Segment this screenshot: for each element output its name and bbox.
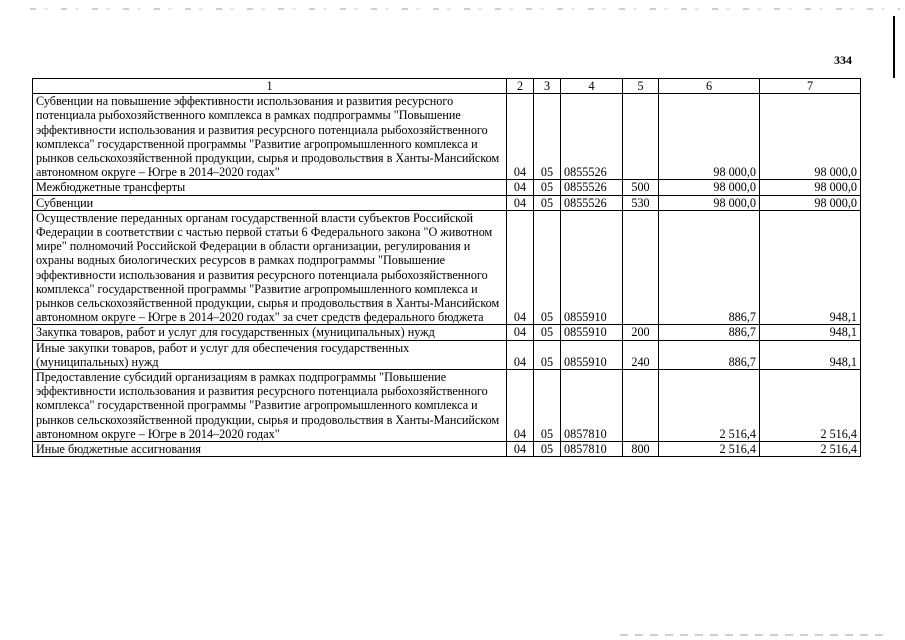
column-header: 6 xyxy=(659,79,760,94)
row-description: Субвенции xyxy=(33,195,507,210)
table-row xyxy=(33,195,861,210)
target-article-code: 0855526 xyxy=(561,180,623,195)
expense-type-code: 530 xyxy=(623,195,659,210)
table-row xyxy=(33,94,861,180)
column-header: 7 xyxy=(760,79,861,94)
amount-col7: 2 516,4 xyxy=(760,370,861,442)
amount-col6: 98 000,0 xyxy=(659,195,760,210)
row-description: Иные бюджетные ассигнования xyxy=(33,442,507,457)
table-row xyxy=(33,325,861,340)
table-row xyxy=(33,210,861,325)
section-code: 04 xyxy=(507,180,534,195)
target-article-code: 0855910 xyxy=(561,210,623,325)
amount-col6: 2 516,4 xyxy=(659,442,760,457)
subsection-code: 05 xyxy=(534,180,561,195)
amount-col6: 886,7 xyxy=(659,210,760,325)
table-row xyxy=(33,370,861,442)
expense-type-code: 200 xyxy=(623,325,659,340)
section-code: 04 xyxy=(507,94,534,180)
table-header-row xyxy=(33,79,861,94)
section-code: 04 xyxy=(507,370,534,442)
subsection-code: 05 xyxy=(534,210,561,325)
row-description: Предоставление субсидий организациям в рамках подпрограммы "Повышение эффективности использования и развития ресурсного потенциала рыбохозяйственного комплекса" государственной программы "Развитие агропромышленного комплекса и рынков сельскохозяйственной продукции, сырья и продовольствия в Ханты-Мансийском автономном округе – Югре в 2014–2020 годах" xyxy=(33,370,507,442)
amount-col7: 2 516,4 xyxy=(760,442,861,457)
table-row xyxy=(33,340,861,369)
subsection-code: 05 xyxy=(534,442,561,457)
subsection-code: 05 xyxy=(534,195,561,210)
row-description: Межбюджетные трансферты xyxy=(33,180,507,195)
subsection-code: 05 xyxy=(534,325,561,340)
amount-col6: 98 000,0 xyxy=(659,94,760,180)
amount-col7: 98 000,0 xyxy=(760,94,861,180)
amount-col7: 98 000,0 xyxy=(760,195,861,210)
amount-col7: 948,1 xyxy=(760,210,861,325)
amount-col6: 886,7 xyxy=(659,325,760,340)
column-header: 2 xyxy=(507,79,534,94)
amount-col6: 2 516,4 xyxy=(659,370,760,442)
amount-col6: 98 000,0 xyxy=(659,180,760,195)
column-header: 3 xyxy=(534,79,561,94)
section-code: 04 xyxy=(507,195,534,210)
target-article-code: 0855910 xyxy=(561,340,623,369)
row-description: Закупка товаров, работ и услуг для государственных (муниципальных) нужд xyxy=(33,325,507,340)
row-description: Осуществление переданных органам государственной власти субъектов Российской Федерации в соответствии с частью первой статьи 6 Федерального закона "О животном мире" полномочий Российской Федерации в области организации, регулирования и охраны водных биологических ресурсов в рамках подпрограммы "Повышение эффективности использования и развития ресурсного потенциала рыбохозяйственного комплекса" государственной программы "Развитие агропромышленного комплекса и рынков сельскохозяйственной продукции, сырья и продовольствия в Ханты-Мансийском автономном округе – Югре в 2014–2020 годах" за счет средств федерального бюджета xyxy=(33,210,507,325)
expense-type-code: 500 xyxy=(623,180,659,195)
amount-col7: 948,1 xyxy=(760,325,861,340)
column-header: 4 xyxy=(561,79,623,94)
amount-col6: 886,7 xyxy=(659,340,760,369)
expense-type-code: 800 xyxy=(623,442,659,457)
expense-type-code xyxy=(623,370,659,442)
subsection-code: 05 xyxy=(534,94,561,180)
subsection-code: 05 xyxy=(534,340,561,369)
subsection-code: 05 xyxy=(534,370,561,442)
amount-col7: 948,1 xyxy=(760,340,861,369)
row-description: Субвенции на повышение эффективности использования и развития ресурсного потенциала рыбохозяйственного комплекса в рамках подпрограммы "Повышение эффективности использования и развития ресурсного потенциала рыбохозяйственного комплекса" государственной программы "Развитие агропромышленного комплекса и рынков сельскохозяйственной продукции, сырья и продовольствия в Ханты-Мансийском автономном округе – Югре в 2014–2020 годах" xyxy=(33,94,507,180)
section-code: 04 xyxy=(507,442,534,457)
row-description: Иные закупки товаров, работ и услуг для обеспечения государственных (муниципальных) нужд xyxy=(33,340,507,369)
target-article-code: 0857810 xyxy=(561,442,623,457)
page-number: 334 xyxy=(834,53,852,67)
target-article-code: 0855910 xyxy=(561,325,623,340)
section-code: 04 xyxy=(507,340,534,369)
target-article-code: 0857810 xyxy=(561,370,623,442)
target-article-code: 0855526 xyxy=(561,94,623,180)
scan-artifact-top xyxy=(30,8,900,10)
expense-type-code xyxy=(623,210,659,325)
section-code: 04 xyxy=(507,210,534,325)
table-row xyxy=(33,180,861,195)
table-row xyxy=(33,442,861,457)
column-header: 1 xyxy=(33,79,507,94)
scan-artifact-bottom xyxy=(620,634,890,636)
margin-bar xyxy=(893,16,895,78)
section-code: 04 xyxy=(507,325,534,340)
target-article-code: 0855526 xyxy=(561,195,623,210)
budget-table xyxy=(32,78,861,457)
column-header: 5 xyxy=(623,79,659,94)
amount-col7: 98 000,0 xyxy=(760,180,861,195)
expense-type-code xyxy=(623,94,659,180)
expense-type-code: 240 xyxy=(623,340,659,369)
